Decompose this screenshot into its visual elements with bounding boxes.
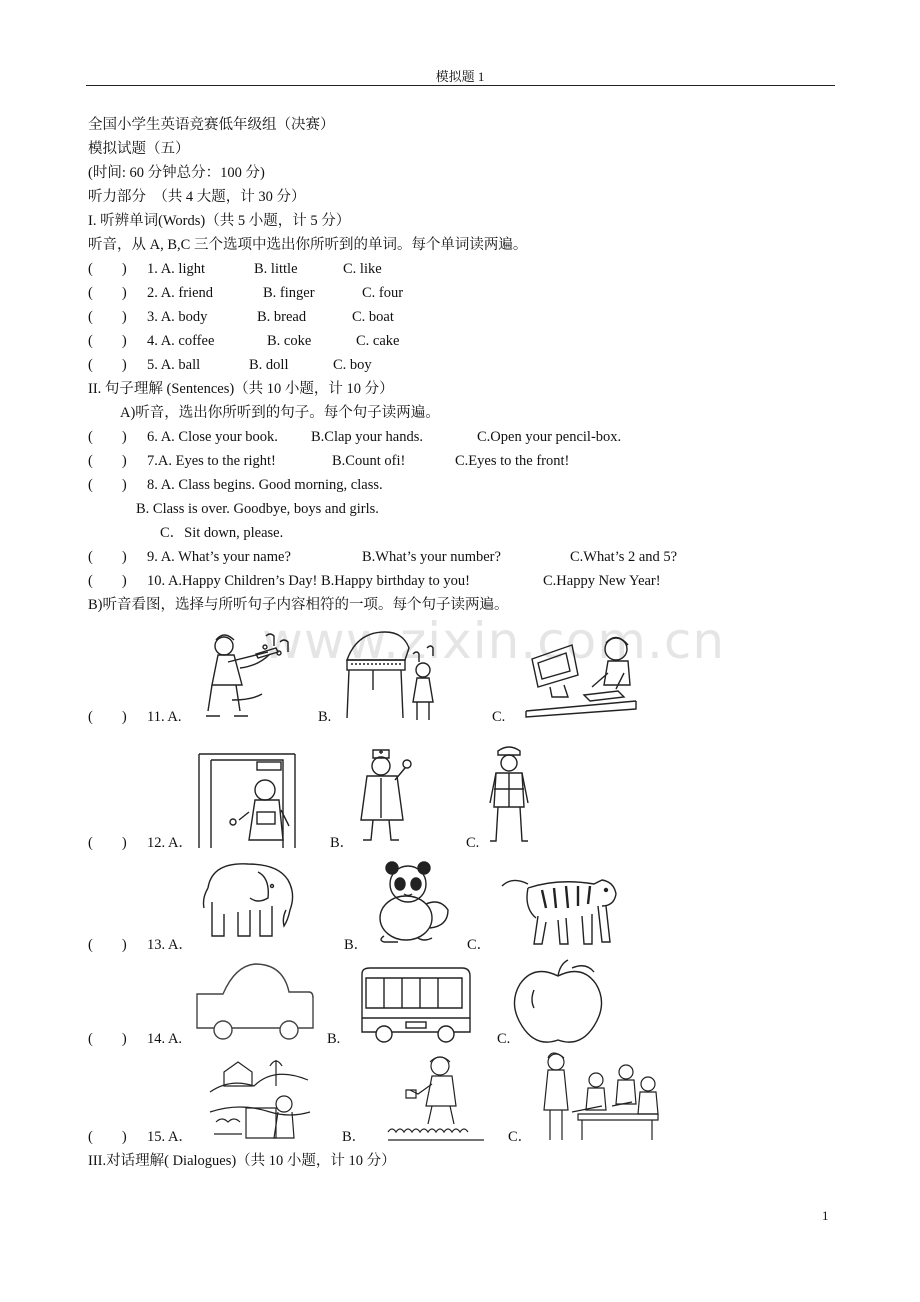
part2-section-b: B)听音看图，选择与所听句子内容相符的一项。每个句子读两遍。 xyxy=(88,597,509,613)
contest-title: 全国小学生英语竞赛低年级组（决赛） xyxy=(88,117,335,133)
option-c: C.Eyes to the front! xyxy=(455,453,570,469)
answer-blank[interactable]: ( ) xyxy=(88,549,127,565)
picture-man-at-door xyxy=(197,752,297,848)
answer-blank[interactable]: ( ) xyxy=(88,333,127,349)
option-c: C.Open your pencil-box. xyxy=(477,429,622,445)
option-b: B. finger xyxy=(263,285,315,301)
answer-blank[interactable]: ( ) xyxy=(88,477,127,493)
part1-instruction: 听音，从 A, B,C 三个选项中选出你所听到的单词。每个单词读两遍。 xyxy=(88,237,528,253)
option-b: B.Count ofi! xyxy=(332,453,406,469)
answer-blank[interactable]: ( ) xyxy=(88,1129,127,1145)
option-b: B.What’s your number? xyxy=(362,549,501,565)
picture-panda xyxy=(370,860,456,944)
option-c: C. xyxy=(466,835,480,851)
picture-classroom-kids xyxy=(542,1050,662,1144)
part3-title: III.对话理解( Dialogues)（共 10 小题，计 10 分） xyxy=(88,1153,396,1169)
page-number: 1 xyxy=(822,1208,829,1223)
option-c: C. xyxy=(492,709,506,725)
answer-blank[interactable]: ( ) xyxy=(88,453,127,469)
option-b: B.Clap your hands. xyxy=(311,429,423,445)
option-c: C．Sit down, please. xyxy=(160,525,284,541)
answer-blank[interactable]: ( ) xyxy=(88,261,127,277)
picture-girl-watering-flowers xyxy=(384,1054,488,1144)
option-a: 9. A. What’s your name? xyxy=(147,549,291,565)
watermark: www.zixin.com.cn xyxy=(262,612,726,670)
time-score: (时间: 60 分钟总分：100 分) xyxy=(88,165,265,181)
answer-blank[interactable]: ( ) xyxy=(88,709,127,725)
option-a: 6. A. Close your book. xyxy=(147,429,278,445)
option-b: B. Class is over. Goodbye, boys and girls. xyxy=(136,501,379,517)
picture-girl-playing-violin xyxy=(196,628,296,724)
option-a: 2. A. friend xyxy=(147,285,214,301)
option-c: C. cake xyxy=(356,333,400,349)
option-b: B. little xyxy=(254,261,298,277)
option-c: C． xyxy=(508,1129,533,1145)
picture-elephant xyxy=(198,858,298,942)
answer-blank[interactable]: ( ) xyxy=(88,573,127,589)
option-c: C. xyxy=(497,1031,511,1047)
option-b: B. coke xyxy=(267,333,312,349)
picture-car xyxy=(193,962,317,1044)
picture-girl-at-piano xyxy=(343,630,443,724)
page-header-title: 模拟题 1 xyxy=(435,69,485,84)
picture-boy-at-computer xyxy=(524,633,640,723)
option-a: 12. A． xyxy=(147,835,193,851)
listening-heading: 听力部分 （共 4 大题，计 30 分） xyxy=(88,189,306,205)
option-b: B. bread xyxy=(257,309,307,325)
answer-blank[interactable]: ( ) xyxy=(88,1031,127,1047)
option-c: C.Happy New Year! xyxy=(543,573,661,589)
option-b: B． xyxy=(330,835,355,851)
part2-title: II. 句子理解 (Sentences)（共 10 小题，计 10 分） xyxy=(88,381,394,397)
option-c: C. boat xyxy=(352,309,394,325)
picture-apple xyxy=(512,958,606,1046)
answer-blank[interactable]: ( ) xyxy=(88,937,127,953)
option-a: 1. A. light xyxy=(147,261,206,277)
option-c: C. like xyxy=(343,261,382,277)
option-b: B. xyxy=(318,709,332,725)
picture-outdoor-scene xyxy=(206,1052,312,1144)
answer-blank[interactable]: ( ) xyxy=(88,835,127,851)
option-c: C. four xyxy=(362,285,404,301)
option-b: B． xyxy=(342,1129,367,1145)
option-c: C． xyxy=(467,937,492,953)
answer-blank[interactable]: ( ) xyxy=(88,357,127,373)
option-a: 5. A. ball xyxy=(147,357,201,373)
picture-bus xyxy=(358,966,474,1046)
option-c: C. boy xyxy=(333,357,372,373)
paper-title: 模拟试题（五） xyxy=(88,141,190,157)
option-b: B． xyxy=(344,937,369,953)
option-a: 10. A.Happy Children’s Day! B.Happy birthday to you! xyxy=(147,573,470,589)
option-a: 14. A. xyxy=(147,1031,183,1047)
option-a: 3. A. body xyxy=(147,309,208,325)
option-a: 11. A. xyxy=(147,709,182,725)
option-a: 7.A. Eyes to the right! xyxy=(147,453,276,469)
answer-blank[interactable]: ( ) xyxy=(88,429,127,445)
option-b: B. xyxy=(327,1031,341,1047)
answer-blank[interactable]: ( ) xyxy=(88,285,127,301)
option-a: 8. A. Class begins. Good morning, class. xyxy=(147,477,383,493)
part1-title: I. 听辨单词(Words)（共 5 小题，计 5 分） xyxy=(88,213,351,229)
option-c: C.What’s 2 and 5? xyxy=(570,549,678,565)
option-a: 4. A. coffee xyxy=(147,333,215,349)
header-rule xyxy=(86,85,835,86)
option-a: 13. A． xyxy=(147,937,193,953)
part2-section-a: A)听音，选出你所听到的句子。每个句子读两遍。 xyxy=(120,405,440,421)
option-b: B. doll xyxy=(249,357,289,373)
picture-tiger xyxy=(498,870,620,950)
answer-blank[interactable]: ( ) xyxy=(88,309,127,325)
option-a: 15. A． xyxy=(147,1129,193,1145)
picture-doctor xyxy=(355,744,415,848)
picture-policeman xyxy=(486,743,532,849)
